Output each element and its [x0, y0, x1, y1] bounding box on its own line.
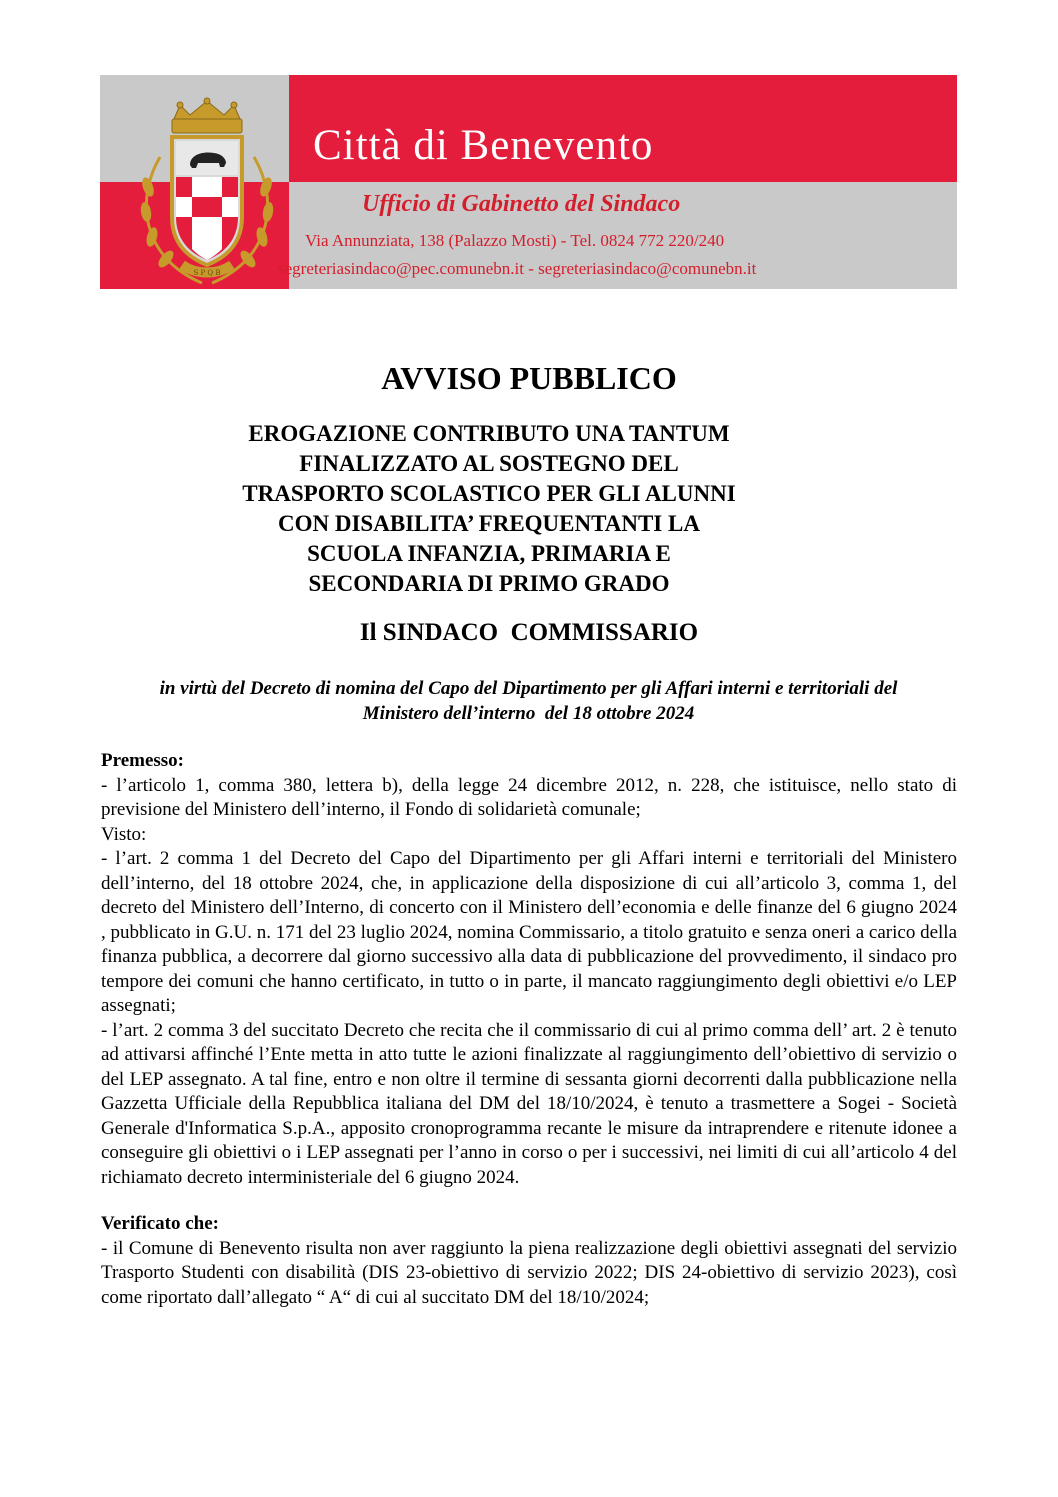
document-subtitle [0, 419, 978, 599]
decree-line: in virtù del Decreto di nomina del Capo del Dipartimento per gli Affari interni e territoriali del [159, 678, 898, 699]
subtitle-line: SECONDARIA DI PRIMO GRADO [308, 571, 670, 596]
letterhead-banner [100, 75, 957, 289]
subtitle-line: TRASPORTO SCOLASTICO PER GLI ALUNNI [242, 481, 736, 506]
subtitle-line: EROGAZIONE CONTRIBUTO UNA TANTUM [248, 421, 730, 446]
city-crest-icon [132, 97, 282, 289]
office-emails: segreteriasindaco@pec.comunebn.it - segreteriasindaco@comunebn.it [278, 259, 757, 278]
premesso-paragraph: - l’articolo 1, comma 380, lettera b), della legge 24 dicembre 2012, n. 228, che istituisce, nello stato di previsione del Ministero dell’interno, il Fondo di solidarietà comunale; [101, 774, 957, 820]
verificato-paragraph: - il Comune di Benevento risulta non aver raggiunto la piena realizzazione degli obiettivi assegnati del servizio Trasporto Studenti con disabilità (DIS 23-obiettivo di servizio 2022; DIS 24-obiettivo di servizio 2023), così come riportato dall’allegato “ A“ di cui al succitato DM del 18/10/2024; [101, 1237, 957, 1308]
decree-reference [100, 676, 957, 726]
city-name: Città di Benevento [313, 122, 654, 169]
office-address: Via Annunziata, 138 (Palazzo Mosti) - Tel. 0824 772 220/240 [305, 231, 725, 250]
verificato-heading: Verificato che: [101, 1213, 219, 1234]
svg-text:S P Q B: S P Q B [193, 269, 221, 277]
subtitle-line: SCUOLA INFANZIA, PRIMARIA E [307, 541, 671, 566]
document-title: AVVISO PUBBLICO [381, 360, 677, 396]
visto-paragraph: - l’art. 2 comma 1 del Decreto del Capo del Dipartimento per gli Affari interni e territoriali del Ministero dell’interno, del 18 ottobre 2024, che, in applicazione della disposizione di cui all’articolo 3, comma 1, del decreto del Ministero dell’Interno, di concerto con il Ministero dell’economia e delle finanze del 6 giugno 2024 , pubblicato in G.U. n. 171 del 23 luglio 2024, nomina Commissario, a titolo gratuito e senza oneri a carico della finanza pubblica, a decorrere dal giorno successivo alla data di pubblicazione del provvedimento, il sindaco pro tempore dei comuni che hanno certificato, in tutto o in parte, il mancato raggiungimento degli obiettivi e/o LEP assegnati; [101, 848, 957, 1016]
subtitle-line: FINALIZZATO AL SOSTEGNO DEL [299, 451, 679, 476]
premesso-heading: Premesso: [101, 750, 185, 771]
paragraph-gap [101, 1190, 957, 1212]
decree-line: Ministero dell’interno del 18 ottobre 2024 [362, 703, 695, 724]
issuer-heading: Il SINDACO COMMISSARIO [359, 619, 699, 646]
subtitle-line: CON DISABILITA’ FREQUENTANTI LA [278, 511, 700, 536]
visto-paragraph: - l’art. 2 comma 3 del succitato Decreto che recita che il commissario di cui al primo comma dell’ art. 2 è tenuto ad attivarsi affinché l’Ente metta in atto tutte le azioni finalizzate al raggiungimento dell’obiettivo di servizio o del LEP assegnato. A tal fine, entro e non oltre il termine di sessanta giorni decorrenti dalla pubblicazione nella Gazzetta Ufficiale della Repubblica italiana del DM del 18/10/2024, è tenuto a trasmettere a Sogei - Società Generale d'Informatica S.p.A., apposito cronoprogramma recante le misure da intraprendere e ritenute idonee a conseguire gli obiettivi o i LEP assegnati per l’anno in corso o per i successivi, nei limiti di cui all’articolo 4 del richiamato decreto interministeriale del 6 giugno 2024. [101, 1019, 957, 1188]
document-body [101, 749, 957, 1310]
visto-heading: Visto: [101, 823, 147, 845]
office-name: Ufficio di Gabinetto del Sindaco [362, 191, 681, 217]
